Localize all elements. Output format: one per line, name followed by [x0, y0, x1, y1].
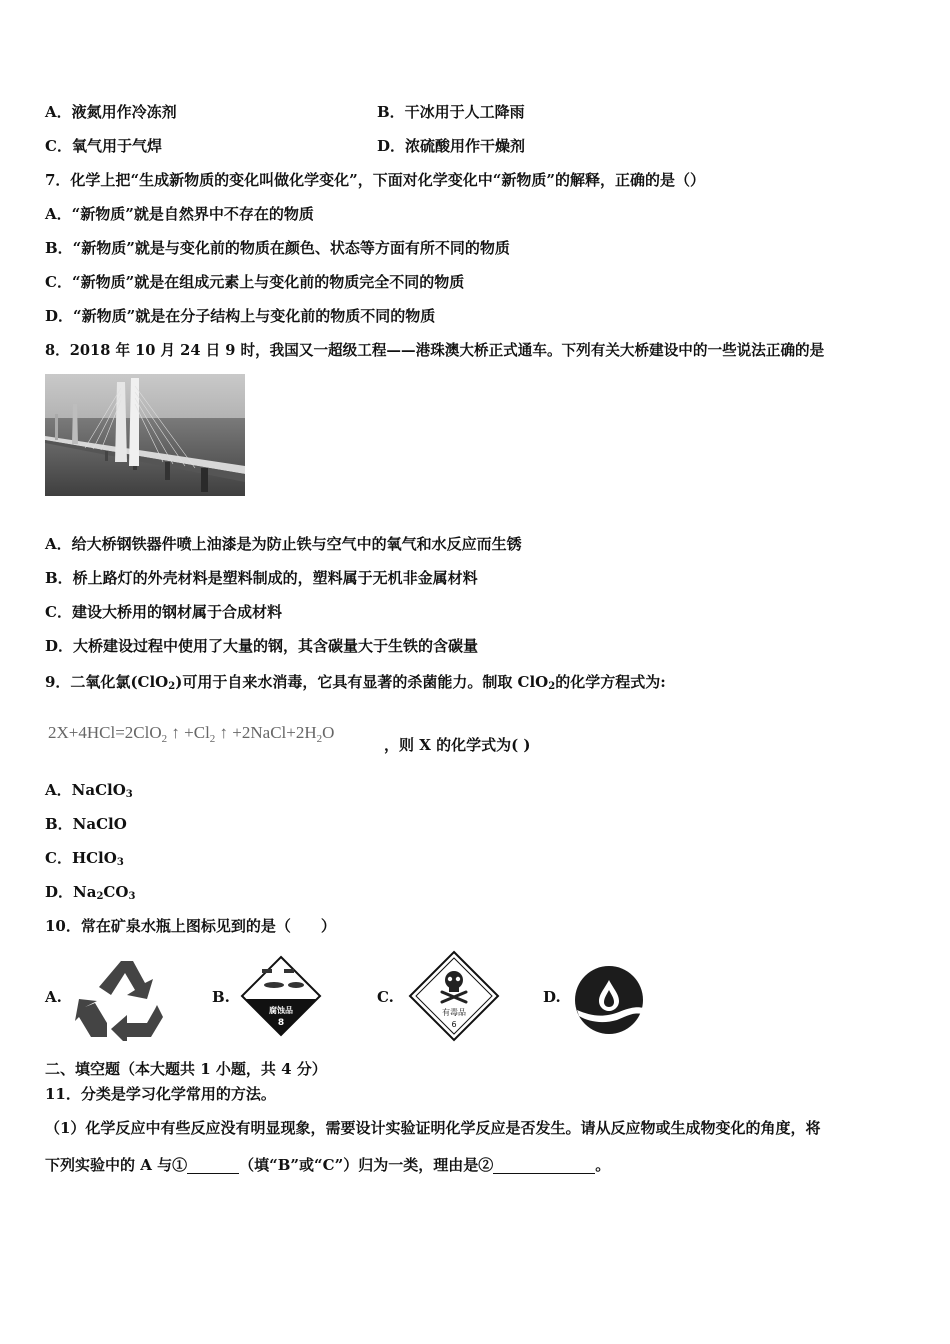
toxic-icon	[408, 950, 500, 1046]
q8-option-a: A．给大桥钢铁器件喷上油漆是为防止铁与空气中的氧气和水反应而生锈	[45, 535, 522, 553]
q10-option-c-label: C.	[377, 988, 394, 1006]
section-2-title: 二、填空题（本大题共 1 小题，共 4 分）	[45, 1060, 327, 1078]
blank-1[interactable]	[187, 1157, 239, 1174]
q9-option-a: A．NaClO$_3$	[45, 781, 133, 800]
corrosive-icon	[240, 955, 322, 1043]
blank-2[interactable]	[493, 1157, 595, 1174]
q7-stem: 7．化学上把“生成新物质的变化叫做化学变化”，下面对化学变化中“新物质”的解释，正确的是（）	[45, 171, 705, 189]
q8-stem: 8．2018 年 10 月 24 日 9 时，我国又一超级工程——港珠澳大桥正式通车。下列有关大桥建设中的一些说法正确的是	[45, 342, 825, 359]
q11-stem: 11．分类是学习化学常用的方法。	[45, 1085, 276, 1103]
q10-option-a-label: A.	[45, 988, 62, 1006]
recycle-icon	[75, 957, 167, 1045]
bridge-photo	[45, 374, 245, 496]
q8-option-b: B．桥上路灯的外壳材料是塑料制成的，塑料属于无机非金属材料	[45, 569, 478, 587]
q6-option-b: B．干冰用于人工降雨	[377, 103, 525, 121]
q8-option-d: D．大桥建设过程中使用了大量的钢，其含碳量大于生铁的含碳量	[45, 637, 479, 655]
q6-option-c: C．氧气用于气焊	[45, 137, 162, 155]
q7-option-b: B．“新物质”就是与变化前的物质在颜色、状态等方面有所不同的物质	[45, 239, 510, 257]
q9-stem: 9．二氧化氯(ClO$_2$)可用于自来水消毒，它具有显著的杀菌能力。制取 ClO$_2$的化学方程式为:	[45, 673, 666, 692]
q7-option-c: C．“新物质”就是在组成元素上与变化前的物质完全不同的物质	[45, 273, 465, 291]
toxic-class-number: 6	[451, 1020, 457, 1029]
q9-option-d: D．$Na_2CO_3$	[45, 883, 136, 902]
q7-option-a: A．“新物质”就是自然界中不存在的物质	[45, 205, 314, 223]
q9-chemical-equation: 2X+4HCl=2ClO$_2$ ↑ $+Cl_2$ ↑ $+2NaCl+2H_2O$	[48, 723, 335, 745]
toxic-label: 有毒品	[442, 1008, 466, 1017]
q6-option-d: D．浓硫酸用作干燥剂	[377, 137, 526, 155]
corrosive-class-number: 8	[277, 1018, 285, 1028]
q9-option-b: B．NaClO	[45, 815, 127, 833]
q6-option-a: A．液氮用作冷冻剂	[45, 103, 177, 121]
q9-option-c: C．HClO$_3$	[45, 849, 124, 868]
q9-question-tail: ，则 X 的化学式为( )	[384, 736, 531, 754]
q7-option-d: D．“新物质”就是在分子结构上与变化前的物质不同的物质	[45, 307, 436, 325]
q8-option-c: C．建设大桥用的钢材属于合成材料	[45, 603, 282, 621]
corrosive-label: 腐蚀品	[269, 1006, 293, 1015]
q11-paragraph-1: （1）化学反应中有些反应没有明显现象，需要设计实验证明化学反应是否发生。请从反应物或生成物变化的角度，将	[45, 1119, 821, 1137]
q10-stem: 10．常在矿泉水瓶上图标见到的是（ ）	[45, 917, 336, 935]
q10-option-d-label: D.	[543, 988, 561, 1006]
water-saving-icon	[573, 964, 645, 1040]
q10-option-b-label: B.	[212, 988, 230, 1006]
q11-paragraph-2: 下列实验中的 A 与① （填“B”或“C”）归为一类，理由是② 。	[45, 1156, 611, 1174]
